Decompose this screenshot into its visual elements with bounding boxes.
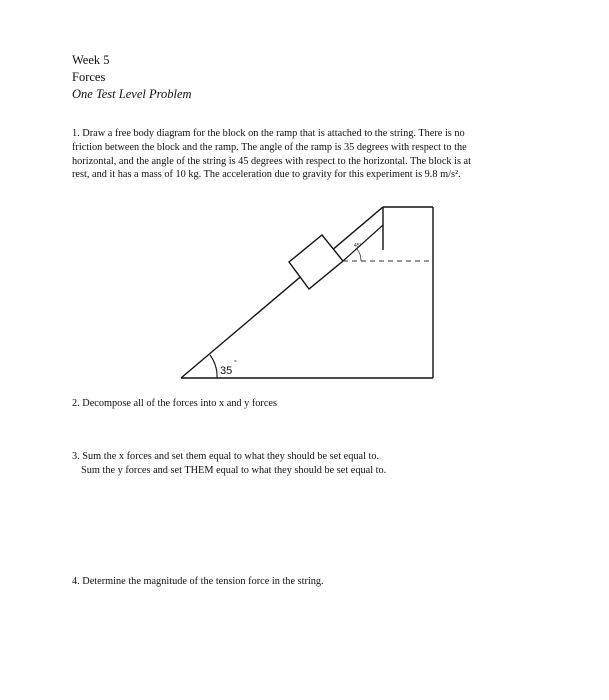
question-4-text: 4. Determine the magnitude of the tension force in the string. — [72, 576, 324, 587]
block — [289, 235, 343, 289]
string-angle-label: 45° — [354, 243, 362, 249]
question-3-line-2: Sum the y forces and set THEM equal to what they should be set equal to. — [81, 464, 387, 476]
string — [343, 225, 383, 261]
week-label: Week 5 — [72, 53, 110, 67]
string-angle-arc — [356, 248, 361, 261]
topic-label: Forces — [72, 70, 106, 84]
ramp-angle-degree: ° — [234, 360, 237, 367]
question-4 — [72, 575, 542, 589]
question-3 — [72, 450, 542, 478]
question-1-line: rest, and it has a mass of 10 kg. The acceleration due to gravity for this experiment is 9.8 m/s². — [72, 169, 461, 181]
ramp-incline — [181, 207, 383, 378]
question-1-line: horizontal, and the angle of the string is 45 degrees with respect to the horizontal. The block is at — [72, 155, 471, 167]
question-2-text: 2. Decompose all of the forces into x and y forces — [72, 398, 278, 409]
question-1-line: 1. Draw a free body diagram for the block on the ramp that is attached to the string. There is no — [72, 128, 465, 139]
ramp-angle-label: 35 — [220, 365, 233, 377]
subtitle: One Test Level Problem — [72, 87, 192, 101]
question-3-line-1: 3. Sum the x forces and set them equal to what they should be set equal to. — [72, 451, 380, 462]
question-2 — [72, 397, 542, 411]
ramp-angle-arc — [210, 355, 217, 378]
question-1-line: friction between the block and the ramp. The angle of the ramp is 35 degrees with respect to the — [72, 141, 467, 153]
